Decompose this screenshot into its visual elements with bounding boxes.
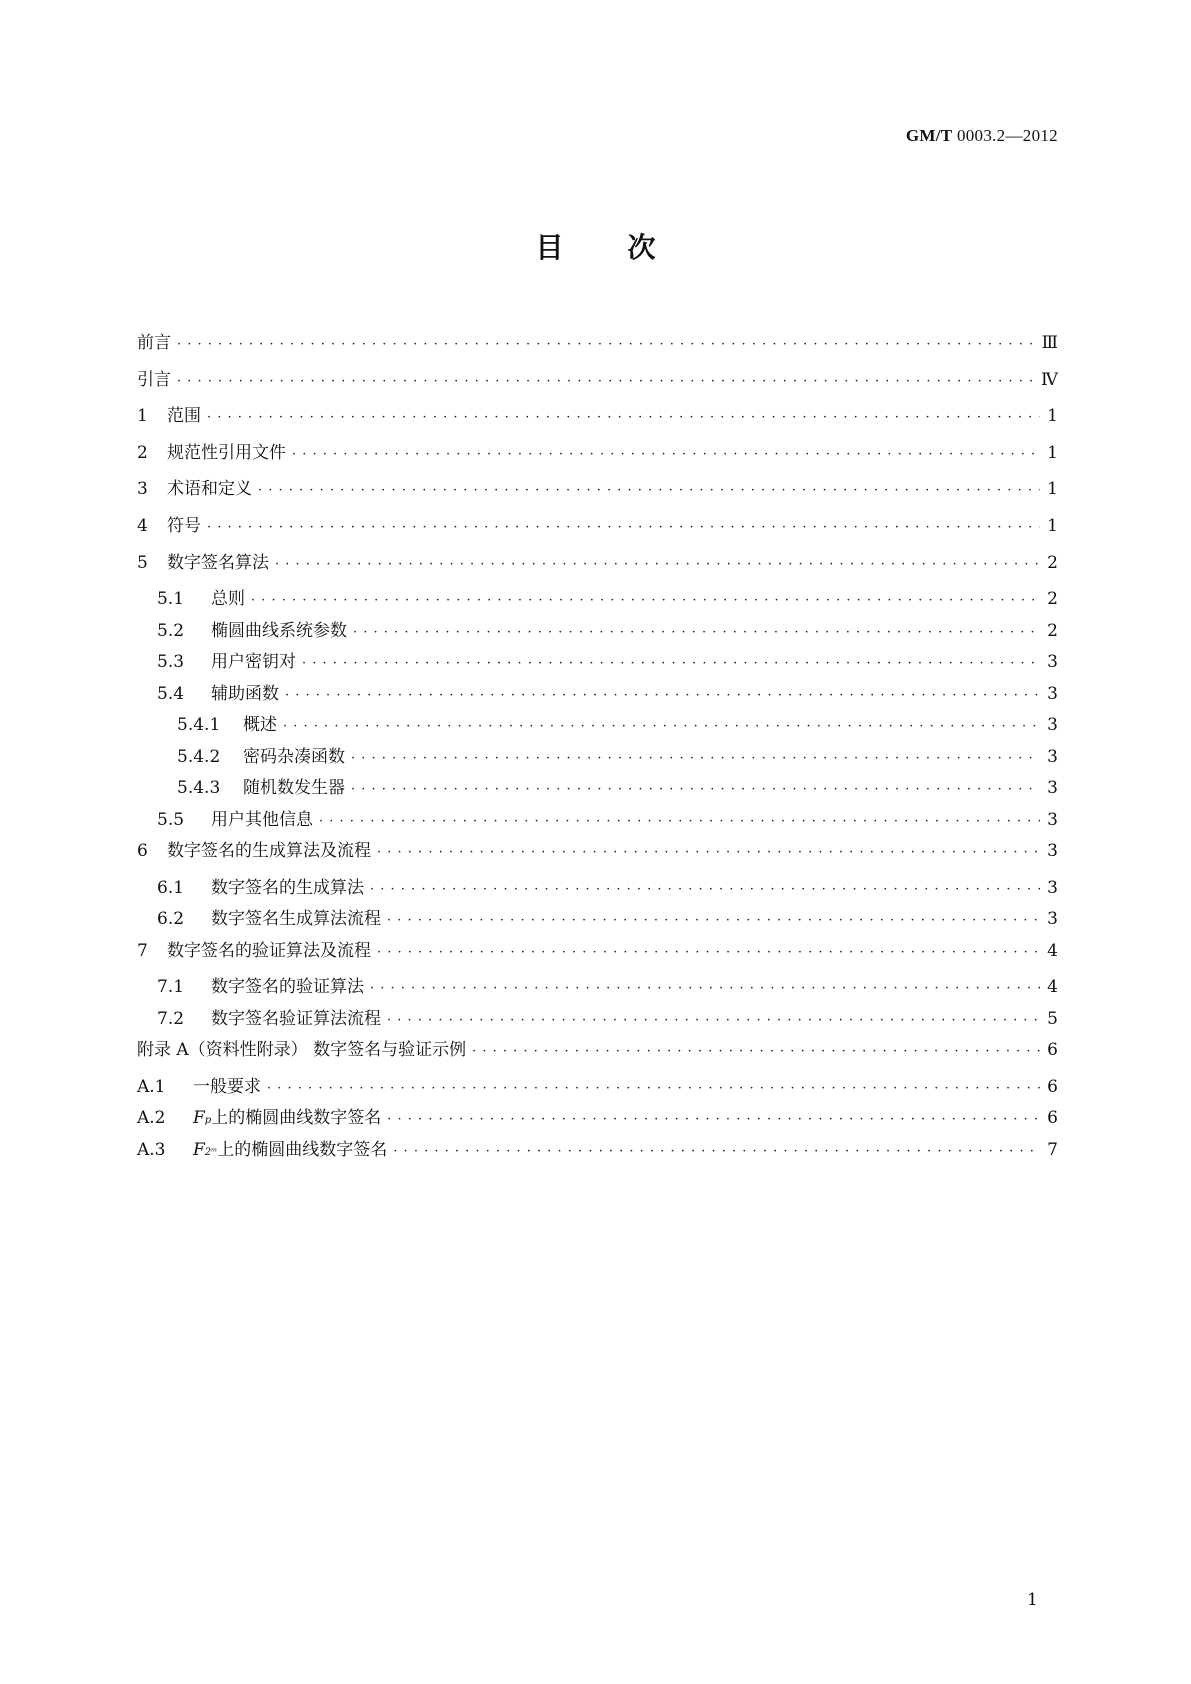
toc-leader-dots: [370, 981, 1040, 996]
toc-entry-number: 7.2: [157, 1008, 185, 1029]
toc-entry-title: 上的椭圆曲线数字签名: [217, 1139, 388, 1160]
toc-leader-dots: [472, 1044, 1040, 1059]
toc-appendix-entry[interactable]: [137, 1103, 1058, 1135]
toc-entry-page: Ⅳ: [1041, 369, 1058, 390]
field-symbol: F: [193, 1139, 205, 1160]
toc-entry-title: 一般要求: [193, 1076, 261, 1097]
toc-entry-page: 1: [1047, 515, 1058, 536]
toc-entry-page: 7: [1047, 1139, 1058, 1160]
toc-entry-title: 辅助函数: [211, 683, 279, 704]
toc-leader-dots: [283, 719, 1040, 734]
toc-entry-title: 数字签名的生成算法及流程: [167, 841, 371, 862]
toc-entry-page: 3: [1047, 715, 1058, 736]
standard-code: [906, 126, 1058, 146]
toc-entry-title: 用户密钥对: [211, 652, 296, 673]
toc-entry-number: 5.3: [157, 652, 185, 673]
toc-entry-page: 6: [1047, 1076, 1058, 1097]
toc-entry-title: 上的椭圆曲线数字签名: [211, 1108, 382, 1129]
toc-entry-title: 数字签名算法: [167, 552, 269, 573]
toc-entry[interactable]: [137, 679, 1058, 711]
toc-entry-page: 3: [1047, 652, 1058, 673]
toc-entry-title: 前言: [137, 333, 171, 353]
toc-entry[interactable]: [137, 438, 1058, 475]
toc-entry[interactable]: [137, 647, 1058, 679]
toc-entry-number: 6.2: [157, 909, 185, 930]
toc-entry-page: 1: [1047, 442, 1058, 463]
toc-appendix-entry[interactable]: [137, 1072, 1058, 1104]
toc-leader-dots: [387, 913, 1040, 928]
toc-entry-page: 3: [1047, 809, 1058, 830]
toc-leader-dots: [319, 814, 1040, 829]
toc-entry-number: 5.4.1: [177, 715, 221, 736]
toc-leader-dots: [207, 520, 1040, 535]
toc-appendix-entry[interactable]: [137, 1135, 1058, 1167]
toc-entry-page: 2: [1047, 589, 1058, 610]
field-subscript: 2ᵐ: [204, 1146, 218, 1158]
toc-entry-number: 5.2: [157, 620, 185, 641]
toc-entry[interactable]: [137, 805, 1058, 837]
toc-entry-title: 符号: [167, 515, 201, 536]
toc-entry-title: 数字签名验证算法流程: [211, 1008, 381, 1029]
page-title: [0, 226, 1191, 266]
toc-entry[interactable]: [137, 836, 1058, 873]
toc-entry[interactable]: [137, 1004, 1058, 1036]
toc-entry-title: 用户其他信息: [211, 809, 313, 830]
toc-entry-page: 2: [1047, 620, 1058, 641]
standard-number: 0003.2—2012: [956, 126, 1058, 145]
toc-entry[interactable]: [137, 584, 1058, 616]
toc-entry[interactable]: [137, 511, 1058, 548]
toc-entry-number: 5.4: [157, 683, 185, 704]
toc-entry[interactable]: [137, 474, 1058, 511]
toc-entry[interactable]: [137, 1035, 1058, 1072]
toc-leader-dots: [275, 557, 1040, 572]
table-of-contents: [137, 328, 1058, 1166]
toc-entry-page: 4: [1047, 940, 1058, 961]
toc-entry-page: 6: [1047, 1108, 1058, 1129]
toc-entry-page: 5: [1047, 1008, 1058, 1029]
toc-entry-number: 3: [137, 479, 148, 500]
toc-entry-page: 3: [1047, 683, 1058, 704]
toc-leader-dots: [370, 882, 1040, 897]
toc-entry-page: 1: [1047, 406, 1058, 427]
toc-leader-dots: [351, 751, 1040, 766]
toc-entry-page: 3: [1047, 841, 1058, 862]
toc-entry-number: 5.1: [157, 589, 185, 610]
toc-entry[interactable]: [137, 616, 1058, 648]
toc-leader-dots: [292, 447, 1040, 462]
toc-entry[interactable]: [137, 328, 1058, 365]
toc-entry-title: 附录 A（资料性附录） 数字签名与验证示例: [137, 1040, 467, 1061]
toc-entry-number: 5.4.2: [177, 746, 221, 767]
toc-entry-page: 3: [1047, 909, 1058, 930]
toc-entry-title: 数字签名生成算法流程: [211, 909, 381, 930]
toc-entry[interactable]: [137, 401, 1058, 438]
toc-leader-dots: [377, 945, 1040, 960]
toc-entry-title: 椭圆曲线系统参数: [211, 620, 347, 641]
toc-entry-title: 密码杂凑函数: [243, 746, 345, 767]
toc-entry[interactable]: [137, 773, 1058, 805]
toc-leader-dots: [302, 656, 1040, 671]
toc-entry-title: 范围: [167, 406, 201, 427]
toc-leader-dots: [251, 593, 1040, 608]
toc-entry-number: 7: [137, 940, 148, 961]
toc-entry-page: 4: [1047, 977, 1058, 998]
toc-entry-title: 数字签名的验证算法: [211, 977, 364, 998]
field-symbol: F: [193, 1108, 205, 1129]
toc-entry-title: 概述: [243, 715, 277, 736]
toc-leader-dots: [393, 1144, 1040, 1159]
toc-entry-number: 4: [137, 515, 148, 536]
toc-entry-title: 总则: [211, 589, 245, 610]
toc-entry-number: A.3: [137, 1139, 166, 1160]
standard-prefix: GM/T: [905, 126, 953, 145]
toc-leader-dots: [207, 410, 1040, 425]
toc-entry-number: 2: [137, 442, 148, 463]
toc-entry[interactable]: [137, 710, 1058, 742]
toc-entry-number: 7.1: [157, 977, 185, 998]
field-subscript: p: [204, 1115, 212, 1127]
toc-entry-title: 数字签名的生成算法: [211, 877, 364, 898]
toc-leader-dots: [177, 337, 1036, 352]
toc-entry-page: 1: [1047, 479, 1058, 500]
toc-leader-dots: [177, 374, 1035, 389]
title-char-2: 次: [627, 231, 656, 264]
toc-entry[interactable]: [137, 972, 1058, 1004]
toc-entry-number: 1: [137, 406, 148, 427]
toc-entry-number: 5.4.3: [177, 778, 221, 799]
toc-entry-number: 6: [137, 841, 148, 862]
toc-leader-dots: [258, 483, 1040, 498]
page-number: 1: [1027, 1590, 1038, 1610]
toc-entry-number: 5: [137, 552, 148, 573]
toc-entry-title: 随机数发生器: [243, 778, 345, 799]
toc-entry[interactable]: [137, 548, 1058, 585]
toc-entry-title: 数字签名的验证算法及流程: [167, 940, 371, 961]
toc-entry-title: 规范性引用文件: [167, 442, 286, 463]
toc-leader-dots: [387, 1112, 1040, 1127]
toc-leader-dots: [351, 782, 1040, 797]
toc-entry-number: 6.1: [157, 877, 185, 898]
toc-entry-page: 2: [1047, 552, 1058, 573]
toc-entry[interactable]: [137, 365, 1058, 402]
toc-entry[interactable]: [137, 873, 1058, 905]
toc-leader-dots: [377, 845, 1040, 860]
toc-entry-title: 引言: [137, 369, 171, 390]
toc-leader-dots: [267, 1081, 1040, 1096]
toc-leader-dots: [353, 625, 1040, 640]
toc-entry-page: 3: [1047, 877, 1058, 898]
toc-entry-title: 术语和定义: [167, 479, 252, 500]
toc-entry-number: 5.5: [157, 809, 185, 830]
toc-leader-dots: [387, 1013, 1040, 1028]
toc-entry[interactable]: [137, 936, 1058, 973]
toc-entry-number: A.2: [137, 1108, 166, 1129]
toc-entry-page: 3: [1047, 746, 1058, 767]
toc-entry-page: 3: [1047, 778, 1058, 799]
title-char-1: 目: [535, 231, 564, 264]
toc-leader-dots: [285, 688, 1040, 703]
toc-entry[interactable]: [137, 904, 1058, 936]
toc-entry-number: A.1: [137, 1076, 166, 1097]
toc-entry-page: 6: [1047, 1040, 1058, 1061]
toc-entry[interactable]: [137, 742, 1058, 774]
toc-entry-page: Ⅲ: [1041, 333, 1058, 353]
